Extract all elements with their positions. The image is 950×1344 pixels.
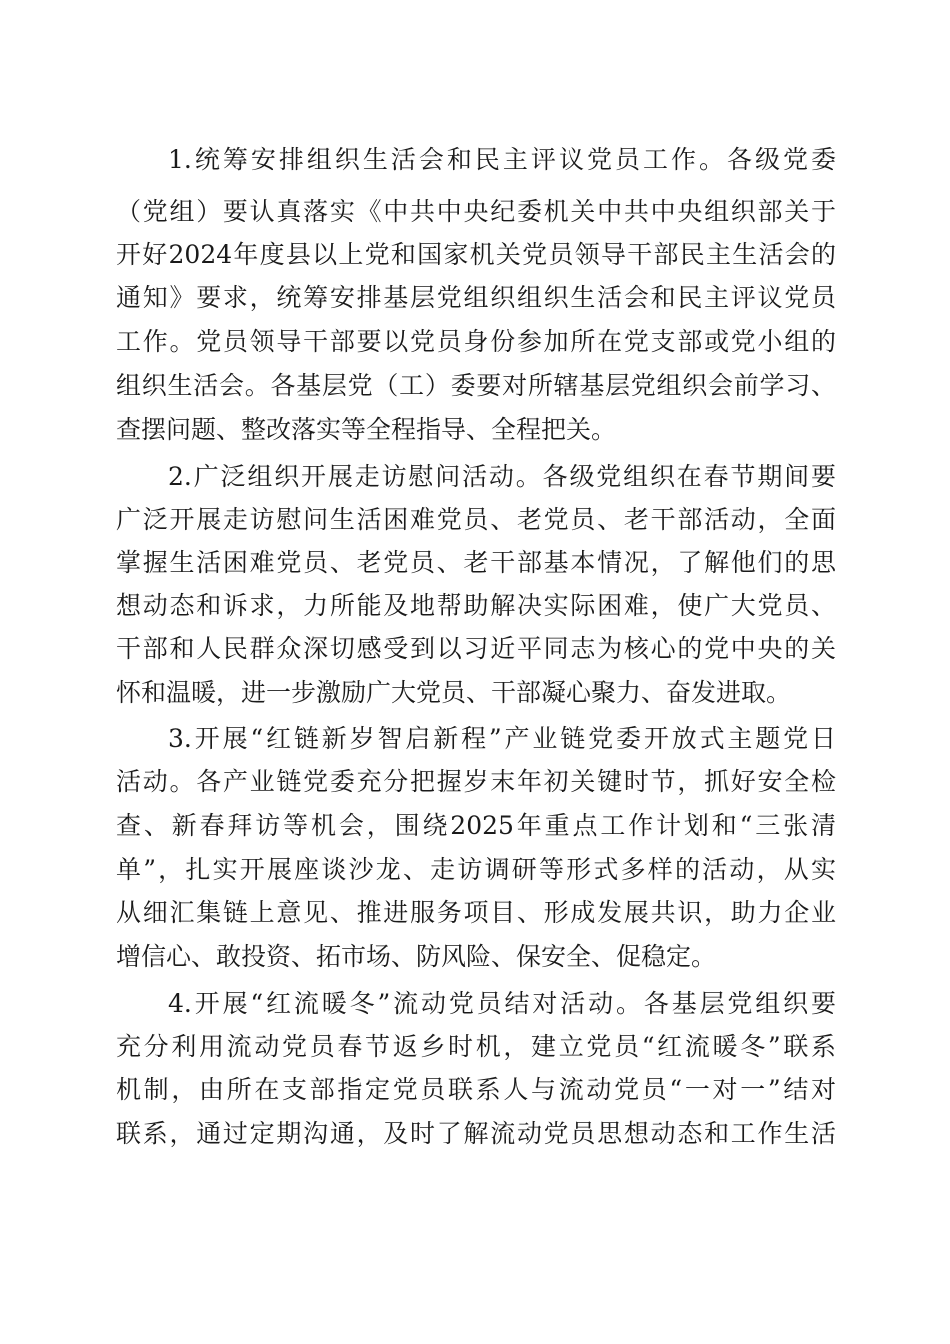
paragraph-3-line-2: 活动。各产业链党委充分把握岁末年初关键时节，抓好安全检: [116, 767, 836, 796]
paragraph-2-line-4: 想动态和诉求，力所能及地帮助解决实际困难，使广大党员、: [116, 591, 836, 620]
paragraph-1-line-7: 查摆问题、整改落实等全程指导、全程把关。: [116, 415, 617, 444]
paragraph-3-line-6: 增信心、敢投资、拓市场、防风险、保安全、促稳定。: [116, 942, 717, 971]
paragraph-1-line-6: 组织生活会。各基层党（工）委要对所辖基层党组织会前学习、: [116, 371, 836, 400]
paragraph-2-line-3: 掌握生活困难党员、老党员、老干部基本情况，了解他们的思: [116, 548, 836, 577]
paragraph-4-line-2: 充分利用流动党员春节返乡时机，建立党员“红流暖冬”联系: [116, 1032, 836, 1061]
paragraph-3-line-1: 3.开展“红链新岁智启新程”产业链党委开放式主题党日: [168, 724, 836, 753]
paragraph-2-line-1: 2.广泛组织开展走访慰问活动。各级党组织在春节期间要: [168, 462, 836, 491]
paragraph-1-line-4: 通知》要求，统筹安排基层党组织组织生活会和民主评议党员: [116, 283, 836, 312]
paragraph-4-line-1: 4.开展“红流暖冬”流动党员结对活动。各基层党组织要: [168, 989, 836, 1018]
paragraph-3-line-4: 单”，扎实开展座谈沙龙、走访调研等形式多样的活动，从实: [116, 855, 836, 884]
paragraph-2-line-6: 怀和温暖，进一步激励广大党员、干部凝心聚力、奋发进取。: [116, 678, 792, 707]
paragraph-2-line-5: 干部和人民群众深切感受到以习近平同志为核心的党中央的关: [116, 634, 836, 663]
paragraph-4-line-3: 机制，由所在支部指定党员联系人与流动党员“一对一”结对: [116, 1075, 836, 1104]
paragraph-3-line-5: 从细汇集链上意见、推进服务项目、形成发展共识，助力企业: [116, 898, 836, 927]
paragraph-1-line-2: （党组）要认真落实《中共中央纪委机关中共中央组织部关于: [116, 197, 836, 226]
paragraph-4-line-4: 联系，通过定期沟通，及时了解流动党员思想动态和工作生活: [116, 1119, 836, 1148]
paragraph-1-line-1: 1.统筹安排组织生活会和民主评议党员工作。各级党委: [168, 145, 836, 174]
paragraph-1-line-5: 工作。党员领导干部要以党员身份参加所在党支部或党小组的: [116, 327, 836, 356]
paragraph-1-line-3: 开好2024年度县以上党和国家机关党员领导干部民主生活会的: [116, 240, 836, 269]
paragraph-3-line-3: 查、新春拜访等机会，围绕2025年重点工作计划和“三张清: [116, 811, 836, 840]
paragraph-2-line-2: 广泛开展走访慰问生活困难党员、老党员、老干部活动，全面: [116, 505, 836, 534]
